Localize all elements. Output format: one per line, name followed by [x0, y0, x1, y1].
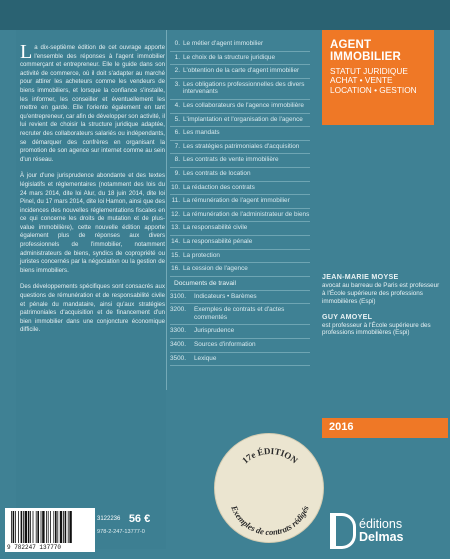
- barcode-bar: [68, 511, 69, 543]
- toc-label: Les mandats: [183, 129, 220, 137]
- toc-number: 12.: [171, 210, 180, 218]
- seal-text: [215, 434, 325, 544]
- toc-number: 2.: [174, 67, 180, 75]
- toc-number: 5.: [174, 115, 180, 123]
- edition-seal: [214, 433, 324, 543]
- document-number: 3300.: [170, 327, 186, 335]
- price-block: [97, 510, 150, 535]
- toc-label: La rémunération de l'agent immobilier: [183, 197, 290, 205]
- price: 56 €: [128, 512, 151, 525]
- barcode-bar: [15, 511, 16, 543]
- toc-number: 13.: [171, 224, 180, 232]
- toc-item: [170, 195, 310, 209]
- book-title: AGENT IMMOBILIER: [330, 39, 401, 63]
- seal-edition-text: 17e ÉDITION: [240, 445, 300, 466]
- document-label: Sources d'information: [194, 341, 256, 349]
- title-box: [322, 30, 434, 125]
- toc-number: 10.: [171, 183, 180, 191]
- toc-item: [170, 168, 310, 182]
- barcode-bar: [41, 511, 42, 543]
- toc-number: 8.: [174, 156, 180, 164]
- barcode-bar: [37, 511, 39, 543]
- toc-item: [170, 236, 310, 250]
- book-subtitle: STATUT JURIDIQUE ACHAT • VENTE LOCATION • GESTION: [330, 66, 417, 95]
- document-number: 3400.: [170, 341, 186, 349]
- barcode-bar: [18, 511, 19, 543]
- toc-item: [170, 65, 310, 79]
- toc-label: La rémunération de l'administrateur de biens: [183, 210, 310, 218]
- toc-label: Les obligations professionnelles des divers intervenants: [183, 80, 305, 96]
- document-item: [170, 353, 310, 367]
- barcode-bar: [11, 511, 12, 543]
- barcode-bar: [60, 511, 62, 543]
- toc-label: Le choix de la structure juridique: [183, 53, 276, 61]
- barcode-bar: [57, 511, 58, 543]
- author-name: JEAN-MARIE MOYSE: [322, 273, 399, 281]
- author-name: GUY AMOYEL: [322, 312, 373, 321]
- toc-number: 3.: [174, 80, 180, 88]
- document-item: [170, 304, 310, 325]
- document-item: [170, 291, 310, 305]
- toc-number: 1.: [174, 53, 180, 61]
- toc-label: Le métier d'agent immobilier: [183, 40, 264, 47]
- toc-label: La protection: [183, 251, 220, 259]
- table-of-contents: [170, 38, 310, 366]
- publisher-logo: [330, 510, 442, 552]
- document-number: 3100.: [170, 292, 186, 300]
- toc-label: Les contrats de vente immobilière: [183, 156, 279, 164]
- publisher-name: éditions Delmas: [359, 517, 404, 544]
- toc-item: [170, 100, 310, 114]
- document-label: Lexique: [194, 354, 217, 362]
- barcode-bar: [50, 511, 51, 543]
- edition-year: 2016: [322, 418, 448, 438]
- toc-number: 9.: [174, 169, 180, 177]
- barcode-bar: [46, 511, 47, 543]
- barcode-bar: [36, 511, 37, 543]
- toc-item: [170, 52, 310, 66]
- toc-label: L'implantation et l'organisation de l'agence: [183, 115, 303, 123]
- toc-item: [170, 182, 310, 196]
- publisher-d-icon: [330, 513, 356, 549]
- drop-cap: L: [20, 41, 33, 63]
- toc-number: 11.: [171, 197, 180, 205]
- document-item: [170, 325, 310, 339]
- document-label: Exemples de contrats et d'actes commentés: [194, 306, 285, 321]
- document-label: Indicateurs • Barèmes: [194, 292, 257, 300]
- barcode-bar: [48, 511, 49, 543]
- toc-item: [170, 38, 310, 52]
- toc-label: Les stratégies patrimoniales d'acquisition: [183, 142, 300, 150]
- toc-number: 16.: [171, 265, 180, 273]
- toc-item: [170, 79, 310, 100]
- toc-label: Les contrats de location: [183, 169, 251, 177]
- document-number: 3200.: [170, 306, 186, 314]
- product-code: 3122236: [97, 515, 121, 522]
- barcode-bar: [23, 511, 24, 543]
- barcode-bar: [13, 511, 15, 543]
- barcode-bar: [53, 511, 54, 543]
- toc-item: [170, 154, 310, 168]
- toc-label: L'obtention de la carte d'agent immobilier: [183, 67, 300, 75]
- toc-label: La rédaction des contrats: [183, 183, 255, 191]
- top-strip: [0, 0, 450, 30]
- toc-item: [170, 222, 310, 236]
- toc-number: 4.: [174, 101, 180, 109]
- barcode-bar: [55, 511, 57, 543]
- barcode-bar: [33, 511, 34, 543]
- toc-number: 14.: [171, 237, 180, 245]
- barcode-digits: 9 782247 137770: [7, 544, 62, 551]
- toc-label: La responsabilité civile: [183, 224, 248, 232]
- toc-label: Les collaborateurs de l'agence immobilière: [183, 101, 304, 109]
- toc-item: [170, 250, 310, 264]
- column-divider: [166, 30, 167, 390]
- toc-item: [170, 114, 310, 128]
- barcode-bar: [65, 511, 67, 543]
- toc-number: 15.: [171, 251, 180, 259]
- document-number: 3500.: [170, 354, 186, 362]
- summary-paragraph-2: À jour d'une jurisprudence abondante et des textes législatifs et réglementaires (notamment des lois du 24 mars 2014, dite loi Alur, du 18 juin 2014, dite loi Pinel, du 17 mars 2014, dite loi Hamon, ainsi que des incidences des nouvelles réglementations fiscales en ce qui concerne les droits de mutation et de plus-value immobilière), cette nouvelle édition apporte également plus de réponses aux divers professionnels de l'immobilier, notamment administrateurs de biens, syndics de copropriété ou juristes concernés par la négociation ou la gestion de biens immobiliers.: [20, 172, 165, 274]
- back-cover-summary: [20, 41, 165, 343]
- toc-item: [170, 141, 310, 155]
- barcode-bar: [21, 511, 23, 543]
- barcode-bar: [42, 511, 44, 543]
- toc-item: [170, 127, 310, 141]
- toc-item: [170, 263, 310, 277]
- documents-heading: Documents de travail: [170, 277, 310, 291]
- document-item: [170, 339, 310, 353]
- toc-number: 6.: [174, 129, 180, 137]
- summary-paragraph-3: Des développements spécifiques sont consacrés aux questions de rémunération et de responsabilité civile et pénale du mandataire, ainsi qu'aux stratégies patrimoniales d'acquisition et de financement d'un bien immobilier dans une conjoncture économique difficile.: [20, 283, 165, 334]
- isbn-barcode: [5, 508, 95, 552]
- barcode-bar: [30, 511, 31, 543]
- toc-label: La cession de l'agence: [183, 265, 248, 273]
- authors: [322, 274, 442, 345]
- barcode-bar: [69, 511, 71, 543]
- author-bio: est professeur à l'École supérieure des professions immobilières (Espi): [322, 321, 431, 337]
- toc-number: 7.: [174, 142, 180, 150]
- seal-tagline-text: Exemples de contrats rédigés: [229, 504, 311, 538]
- barcode-bar: [63, 511, 64, 543]
- author-bio: avocat au barreau de Paris est professeur à l'École supérieure des professions immobilières (Espi): [322, 281, 440, 305]
- barcode-bar: [25, 511, 27, 543]
- toc-label: La responsabilité pénale: [183, 237, 253, 245]
- barcode-bar: [28, 511, 30, 543]
- toc-item: [170, 209, 310, 223]
- summary-paragraph-1: La dix-septième édition de cet ouvrage apporte l'ensemble des réponses à l'agent immobilier commerçant et entrepreneur. Elle le guide dans son activité de commerce, où il doit s'adapter au marché pour attirer les acheteurs comme les vendeurs de biens immobiliers, et lorsque la confiance s'installe, les informer, les conseiller et éventuellement les mettre en garde. Elle l'oriente également en tant qu'entrepreneur, car afin de développer son activité, il lui revient de choisir la structure juridique adaptée, recruter des collaborateurs salariés ou indépendants, se démarquer des confrères en organisant la promotion de son agence sur internet comme au sein d'un réseau.: [20, 41, 165, 163]
- isbn-number: 978-2-247-13777-0: [97, 529, 145, 535]
- toc-number: 0.: [174, 40, 180, 47]
- document-label: Jurisprudence: [194, 327, 235, 335]
